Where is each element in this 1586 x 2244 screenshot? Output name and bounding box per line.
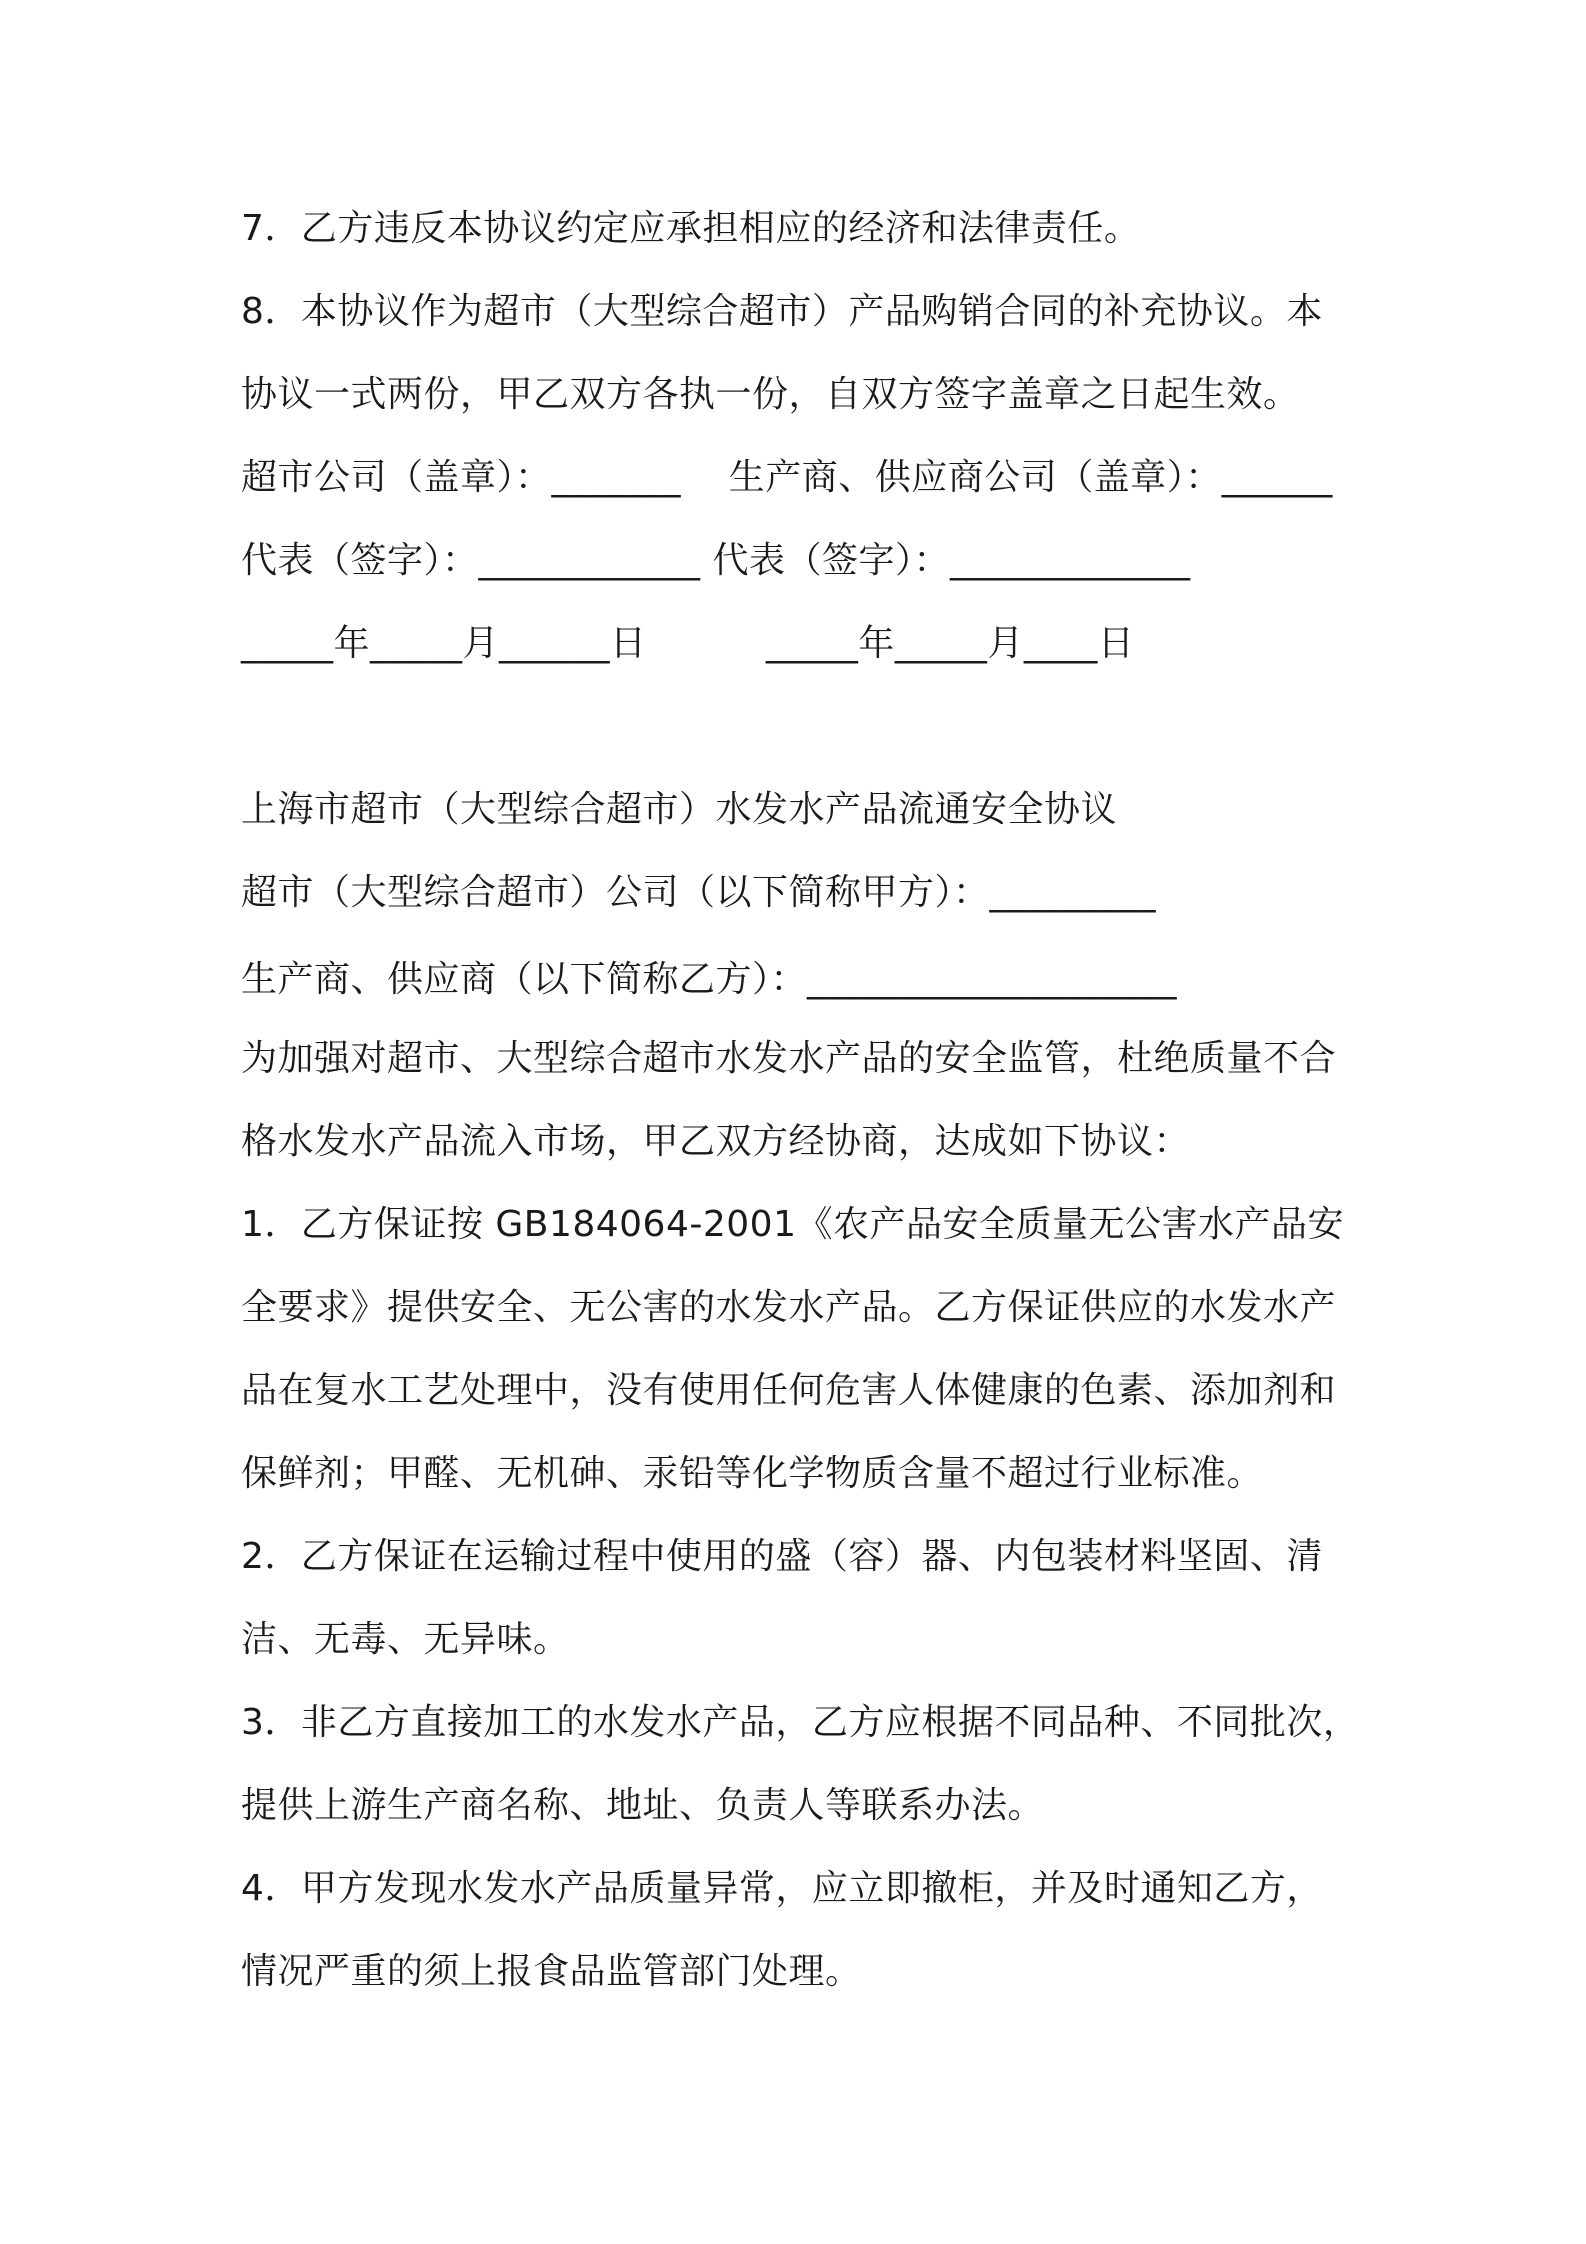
clause-2-line-2: 洁、无毒、无异味。 — [241, 1619, 570, 1660]
representative-signature-line: 代表（签字）：____________ 代表（签字）：_____________ — [241, 540, 1191, 581]
agreement-title: 上海市超市（大型综合超市）水发水产品流通安全协议 — [241, 789, 1118, 830]
date-line: _____年_____月______日 _____年_____月____日 — [241, 623, 1135, 664]
clause-1-line-4: 保鲜剂；甲醛、无机砷、汞铅等化学物质含量不超过行业标准。 — [241, 1453, 1264, 1494]
clause-4-line-1: 4．甲方发现水发水产品质量异常，应立即撤柜，并及时通知乙方， — [241, 1868, 1323, 1909]
clause-3-line-1: 3．非乙方直接加工的水发水产品，乙方应根据不同品种、不同批次， — [241, 1702, 1360, 1743]
clause-1-line-2: 全要求》提供安全、无公害的水发水产品。乙方保证供应的水发水产 — [241, 1287, 1337, 1328]
clause-4-line-2: 情况严重的须上报食品监管部门处理。 — [241, 1951, 862, 1992]
clause-1-line-1: 1．乙方保证按 GB184064-2001《农产品安全质量无公害水产品安 — [241, 1204, 1344, 1245]
clause-3-line-2: 提供上游生产商名称、地址、负责人等联系办法。 — [241, 1785, 1045, 1826]
party-a-line: 超市（大型综合超市）公司（以下简称甲方）：_________ — [241, 872, 1157, 913]
party-b-line: 生产商、供应商（以下简称乙方）：____________________ — [241, 959, 1178, 1000]
clause-2-line-1: 2．乙方保证在运输过程中使用的盛（容）器、内包装材料坚固、清 — [241, 1536, 1323, 1577]
clause-8-line-1: 8．本协议作为超市（大型综合超市）产品购销合同的补充协议。本 — [241, 291, 1323, 332]
clause-1-line-3: 品在复水工艺处理中，没有使用任何危害人体健康的色素、添加剂和 — [241, 1370, 1337, 1411]
intro-line-2: 格水发水产品流入市场，甲乙双方经协商，达成如下协议： — [241, 1121, 1191, 1162]
intro-line-1: 为加强对超市、大型综合超市水发水产品的安全监管，杜绝质量不合 — [241, 1038, 1337, 1079]
clause-7: 7．乙方违反本协议约定应承担相应的经济和法律责任。 — [241, 208, 1141, 249]
clause-8-line-2: 协议一式两份，甲乙双方各执一份，自双方签字盖章之日起生效。 — [241, 374, 1300, 415]
seal-signature-line: 超市公司（盖章）：_______ 生产商、供应商公司（盖章）：______ — [241, 457, 1333, 498]
